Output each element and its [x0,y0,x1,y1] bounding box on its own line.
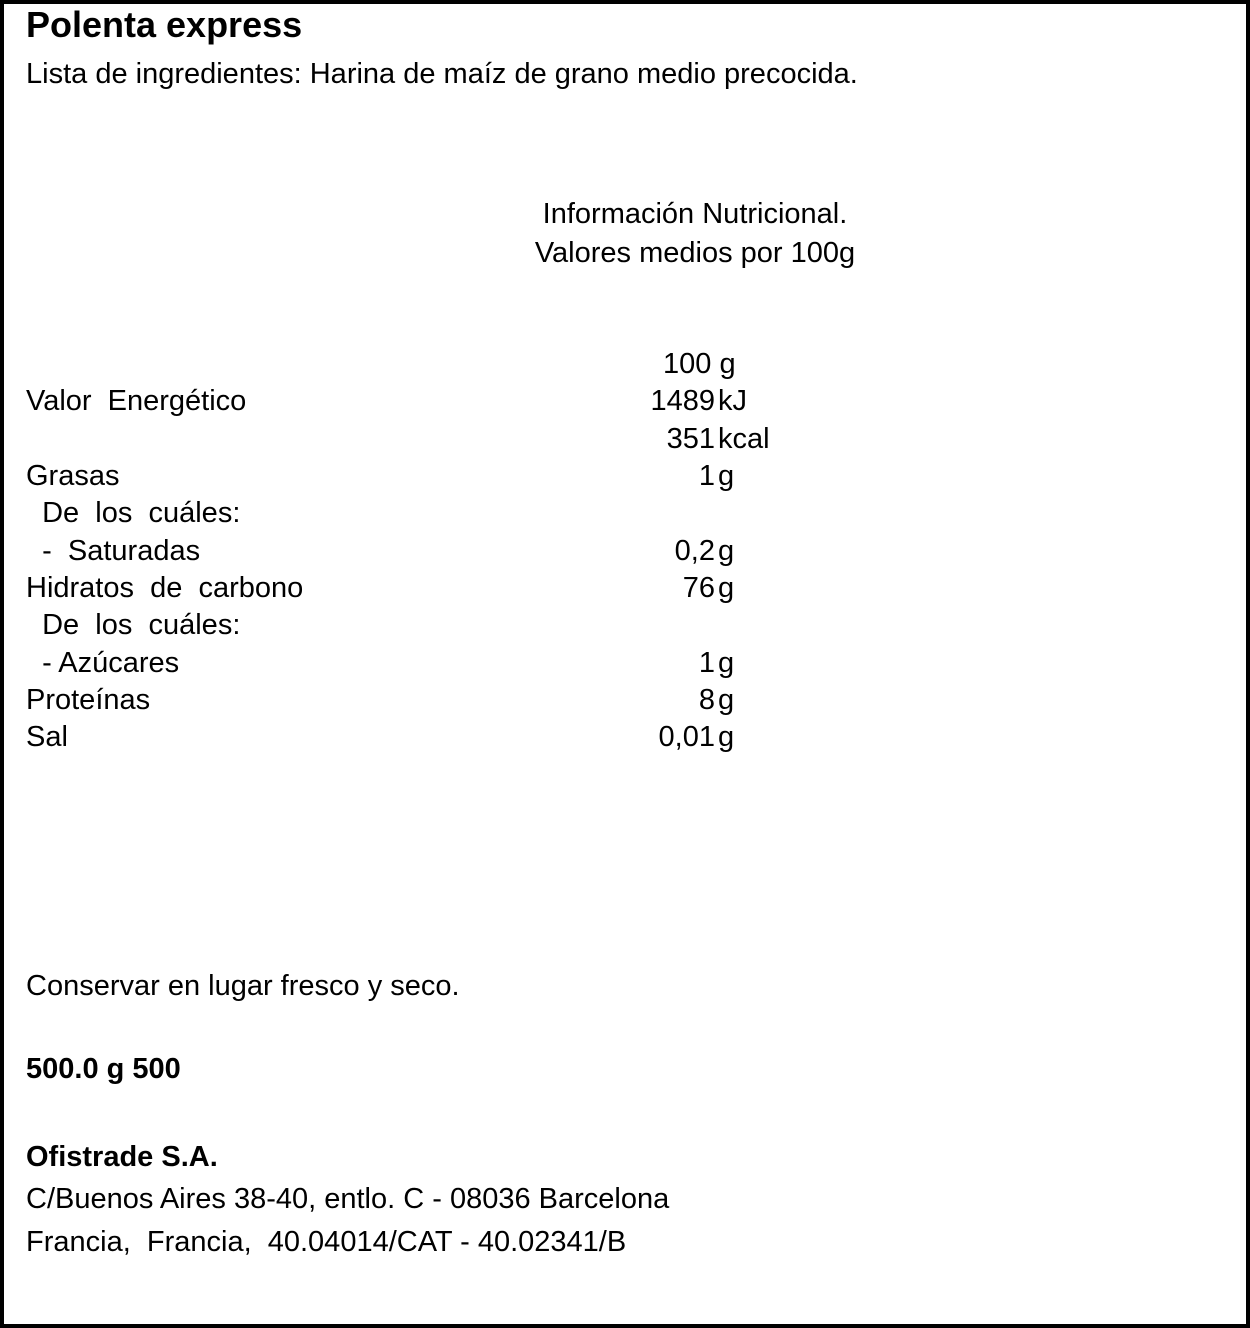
nutrient-label: De los cuáles: [26,609,241,641]
nutrient-value: 1489 [650,385,715,417]
nutrient-label: Grasas [26,460,120,492]
nutrient-unit: g [718,460,735,492]
ingredients-list: Lista de ingredientes: Harina de maíz de grano medio precocida. [26,58,858,90]
nutrition-heading: Información Nutricional. [542,198,848,230]
nutrient-unit: g [718,684,735,716]
net-weight: 500.0 g 500 [26,1053,181,1085]
nutrient-unit: kJ [718,385,747,417]
nutrition-subheading: Valores medios por 100g [534,237,856,269]
product-title: Polenta express [26,4,303,45]
nutrient-value: 1 [698,647,715,679]
nutrient-value: 351 [666,423,715,455]
nutrient-label: Sal [26,721,68,753]
nutrient-label: De los cuáles: [26,497,241,529]
nutrient-value: 76 [682,572,715,604]
nutrient-value: 1 [698,460,715,492]
nutrient-unit: g [718,535,735,567]
company-address: C/Buenos Aires 38-40, entlo. C - 08036 Barcelona [26,1183,670,1215]
nutrient-value: 0,01 [658,721,715,753]
nutrient-unit: kcal [718,423,770,455]
storage-instructions: Conservar en lugar fresco y seco. [26,970,460,1002]
nutrient-label: Hidratos de carbono [26,572,304,604]
nutrient-value: 8 [698,684,715,716]
nutrient-unit: g [718,721,735,753]
nutrient-label: - Azúcares [26,647,180,679]
nutrient-label: - Saturadas [26,535,201,567]
company-name: Ofistrade S.A. [26,1141,218,1173]
nutrient-unit: g [718,572,735,604]
nutrient-unit: g [718,647,735,679]
nutrient-value: 0,2 [674,535,715,567]
nutrient-label: Proteínas [26,684,151,716]
nutrition-column-header: 100 g [663,348,736,380]
company-origin: Francia, Francia, 40.04014/CAT - 40.02341/B [26,1226,627,1258]
nutrient-label: Valor Energético [26,385,247,417]
